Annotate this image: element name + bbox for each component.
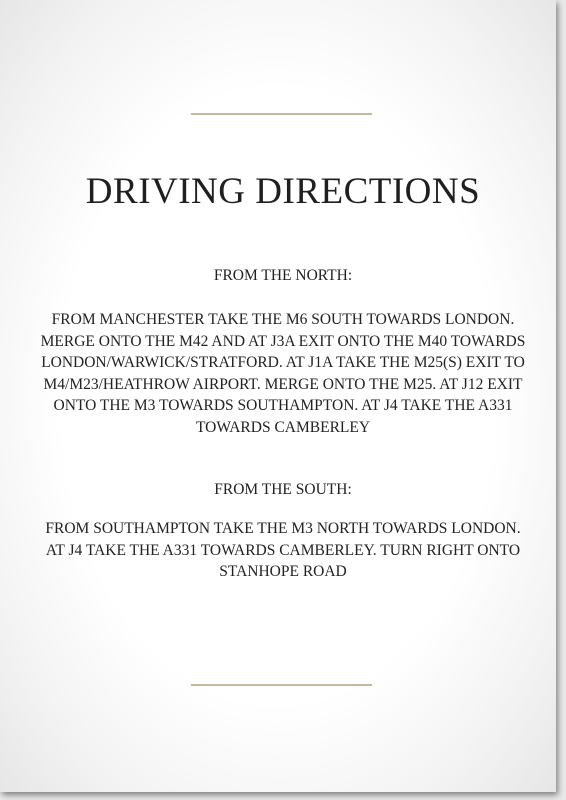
section-heading-south: FROM THE SOUTH: bbox=[214, 481, 352, 498]
page-title: DRIVING DIRECTIONS bbox=[85, 171, 481, 212]
section-body-north: FROM MANCHESTER TAKE THE M6 SOUTH TOWARDS LONDON. MERGE ONTO THE M42 AND AT J3A EXIT ONTO THE M40 TOWARDS LONDON/WARWICK/STRATFORD. AT J1A TAKE THE M25(S) EXIT TO M4/M23/HEATHROW AIRPORT. MERGE ONTO THE M25. AT J12 EXIT ONTO THE M3 TOWARDS SOUTHAMPTON. AT J4 TAKE THE A331 TOWARDS CAMBERLEY bbox=[40, 311, 526, 436]
section-body-south: FROM SOUTHAMPTON TAKE THE M3 NORTH TOWARDS LONDON. AT J4 TAKE THE A331 TOWARDS CAMBERLEY. TURN RIGHT ONTO STANHOPE ROAD bbox=[45, 520, 521, 580]
section-heading-north: FROM THE NORTH: bbox=[213, 267, 353, 284]
bottom-divider bbox=[191, 684, 372, 686]
top-divider bbox=[191, 113, 372, 115]
